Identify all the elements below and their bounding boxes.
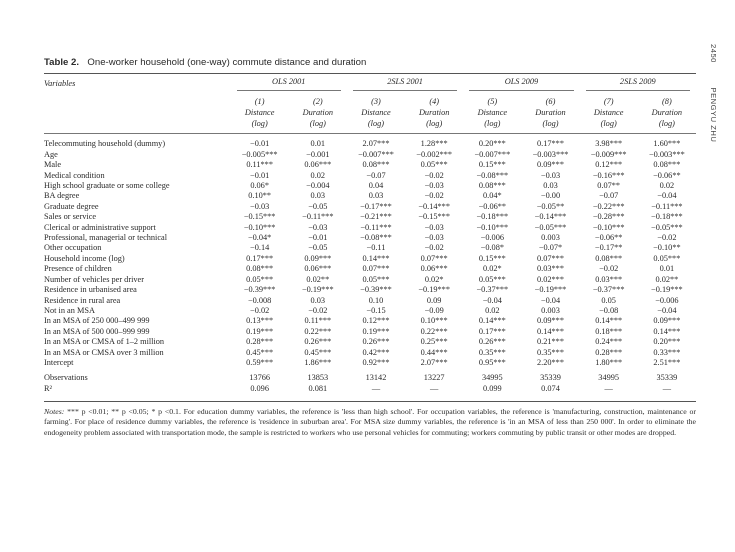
group-header: OLS 2001: [231, 74, 347, 93]
table-cell: 0.05***: [362, 274, 390, 284]
table-cell: −0.02: [424, 191, 444, 201]
table-cell: −0.02: [657, 233, 677, 243]
page-number: 2450: [709, 44, 718, 63]
table-cell: −0.08***: [360, 233, 392, 243]
table-cell: −0.06**: [653, 170, 681, 180]
table-cell: −0.02: [250, 305, 270, 315]
table-cell: 0.05***: [420, 160, 448, 170]
table-notes: [44, 407, 696, 438]
table-cell: 0.06***: [304, 264, 332, 274]
table-row: [44, 316, 696, 326]
table-cell: 0.45***: [304, 347, 332, 357]
table-cell: 13853: [307, 373, 329, 383]
table-cell: 0.33***: [653, 347, 681, 357]
table-cell: 0.17***: [246, 253, 274, 263]
table-cell: −0.007***: [358, 149, 394, 159]
table-cell: 3.98***: [595, 139, 623, 149]
row-label: Household income (log): [44, 253, 125, 263]
table-cell: 0.28***: [595, 347, 623, 357]
author-name: PENGYU ZHU: [709, 87, 718, 143]
row-label: In an MSA of 500 000–999 999: [44, 326, 150, 336]
table-cell: −0.06**: [594, 233, 623, 243]
table-row: [44, 243, 696, 253]
table-cell: 0.22***: [304, 326, 332, 336]
table-cell: 0.11***: [246, 160, 273, 170]
table-cell: −0.01: [250, 139, 270, 149]
table-cell: 0.09***: [537, 316, 564, 326]
table-cell: −0.03: [424, 222, 444, 232]
row-label: Not in an MSA: [44, 305, 95, 315]
table-cell: −0.03: [424, 181, 444, 191]
table-cell: −0.002***: [416, 149, 453, 159]
table-cell: 0.08***: [246, 264, 274, 274]
row-label: BA degree: [44, 191, 80, 201]
column-header: (4) Duration (log): [418, 97, 450, 129]
table-cell: −0.10***: [476, 222, 509, 232]
table-cell: 0.02: [659, 181, 675, 191]
table-cell: 0.06***: [304, 160, 332, 170]
row-label: Age: [44, 149, 58, 159]
table-cell: −0.17***: [360, 201, 392, 211]
group-header: 2SLS 2001: [347, 74, 463, 93]
row-label: High school graduate or some college: [44, 181, 170, 191]
table-cell: 0.081: [308, 383, 328, 393]
table-cell: −0.11***: [302, 212, 334, 222]
table-cell: 1.86***: [304, 357, 332, 367]
table-row: [44, 348, 696, 358]
table-cell: 34995: [598, 373, 620, 383]
table-cell: −0.02: [308, 305, 328, 315]
table-cell: −0.01: [308, 233, 328, 243]
table-cell: 0.42***: [362, 347, 390, 357]
table-cell: −0.16***: [592, 170, 625, 180]
table-cell: —: [430, 383, 439, 393]
column-header: (1) Distance (log): [244, 97, 275, 129]
table-cell: 0.15***: [478, 160, 506, 170]
table-body: [44, 134, 696, 368]
table-cell: −0.05***: [534, 222, 567, 232]
table-cell: −0.006: [480, 233, 505, 243]
table-cell: 0.074: [541, 383, 560, 393]
table-cell: 0.08***: [478, 181, 506, 191]
table-cell: 0.10**: [248, 191, 272, 201]
table-cell: −0.04: [657, 305, 677, 315]
row-label: R²: [44, 383, 53, 393]
table-cell: −0.19***: [651, 285, 683, 295]
table-cell: −0.04: [657, 191, 677, 201]
table-cell: 0.19***: [362, 326, 390, 336]
table-cell: 0.25***: [420, 337, 448, 347]
table-cell: 0.14***: [653, 326, 681, 336]
row-label: In an MSA or CMSA over 3 million: [44, 347, 164, 357]
table-cell: −0.03: [308, 222, 328, 232]
column-header: (8) Duration (log): [651, 97, 683, 129]
table-cell: 2.07***: [362, 139, 390, 149]
table-cell: −0.15***: [243, 212, 276, 222]
table-cell: −0.37***: [476, 285, 509, 295]
table-cell: —: [604, 383, 613, 393]
table-cell: −0.08*: [480, 243, 505, 253]
table-cell: 0.02: [485, 305, 500, 315]
table-cell: 0.03: [543, 181, 558, 191]
row-label: Professional, managerial or technical: [44, 233, 168, 243]
running-header: [709, 44, 718, 142]
table-cell: 0.26***: [478, 337, 506, 347]
table-cell: −0.02: [599, 264, 619, 274]
table-cell: 0.08***: [595, 253, 623, 263]
table-cell: 0.10: [368, 295, 384, 305]
table-cell: 0.09***: [653, 316, 681, 326]
table-cell: −0.10**: [653, 243, 681, 253]
table-cell: 0.07**: [597, 181, 621, 191]
table-cell: 0.05: [601, 295, 616, 305]
table-caption: [44, 57, 696, 68]
table-cell: 0.099: [483, 383, 502, 393]
table-cell: −0.009***: [590, 149, 627, 159]
table-cell: −0.15***: [418, 212, 450, 222]
table-cell: −0.02: [424, 243, 444, 253]
table-row: [44, 254, 696, 264]
row-label: Clerical or administrative support: [44, 222, 156, 232]
table-row: [44, 160, 696, 170]
regression-table: [44, 74, 696, 399]
table-cell: 0.03: [310, 191, 326, 201]
table-cell: −0.006: [655, 295, 679, 305]
table-cell: −0.09: [424, 305, 444, 315]
table-cell: 0.26***: [304, 337, 332, 347]
table-cell: −0.05: [308, 243, 328, 253]
row-label: Intercept: [44, 357, 74, 367]
table-cell: 0.13***: [246, 316, 274, 326]
table-cell: 0.03***: [537, 264, 564, 274]
table-cell: 0.12***: [362, 316, 390, 326]
table-cell: 2.20***: [537, 357, 564, 367]
table-cell: 0.92***: [362, 357, 390, 367]
table-cell: 0.20***: [653, 337, 681, 347]
table-cell: 0.14***: [537, 326, 564, 336]
table-cell: 2.51***: [653, 357, 681, 367]
table-cell: −0.21***: [360, 212, 392, 222]
table-cell: 0.26***: [362, 337, 390, 347]
bottom-rule: [44, 401, 696, 402]
variables-header: Variables: [44, 79, 76, 88]
row-label: Sales or service: [44, 212, 97, 222]
table-row: [44, 223, 696, 233]
table-cell: −0.37***: [592, 285, 625, 295]
table-cell: —: [371, 383, 381, 393]
table-row: [44, 181, 696, 191]
table-cell: 0.03: [368, 191, 384, 201]
table-cell: 0.03: [310, 295, 326, 305]
table-cell: 0.14***: [595, 316, 623, 326]
table-page: [44, 57, 696, 438]
table-cell: −0.004: [306, 181, 330, 191]
table-cell: −0.07: [366, 170, 386, 180]
table-cell: 0.04*: [483, 191, 502, 201]
row-label: In an MSA or CMSA of 1–2 million: [44, 337, 165, 347]
table-cell: −0.19***: [418, 285, 450, 295]
stat-row: [44, 384, 696, 399]
table-cell: −0.14***: [418, 201, 450, 211]
row-label: Male: [44, 160, 62, 170]
column-header: (5) Distance (log): [477, 97, 508, 129]
table-cell: 0.02**: [306, 274, 330, 284]
row-label: In an MSA of 250 000–499 999: [44, 316, 150, 326]
table-cell: 0.20***: [478, 139, 506, 149]
table-cell: −0.07*: [538, 243, 563, 253]
table-cell: —: [662, 383, 672, 393]
table-cell: 0.12***: [595, 160, 623, 170]
table-cell: 0.09***: [304, 253, 332, 263]
table-cell: 0.02**: [655, 274, 679, 284]
table-cell: 0.07***: [537, 253, 564, 263]
table-cell: −0.08: [599, 305, 619, 315]
row-label: Observations: [44, 373, 88, 383]
table-cell: 0.15***: [478, 253, 506, 263]
table-row: [44, 150, 696, 160]
table-cell: 0.18***: [595, 326, 623, 336]
table-cell: −0.22***: [592, 201, 625, 211]
table-cell: 0.59***: [246, 357, 274, 367]
table-cell: 0.19***: [246, 326, 274, 336]
table-cell: −0.06**: [478, 201, 507, 211]
table-cell: 0.17***: [537, 139, 564, 149]
table-cell: 0.10***: [420, 316, 448, 326]
table-cell: 0.44***: [420, 347, 448, 357]
table-cell: −0.18***: [651, 212, 683, 222]
table-cell: 0.07***: [362, 264, 390, 274]
table-cell: 0.01: [659, 264, 675, 274]
column-header: (2) Duration (log): [302, 97, 334, 129]
table-cell: 13766: [249, 373, 271, 383]
table-cell: 0.17***: [478, 326, 506, 336]
row-label: Other occupation: [44, 243, 102, 253]
table-cell: 0.02***: [537, 274, 564, 284]
table-cell: 0.02: [310, 170, 326, 180]
table-cell: −0.19***: [301, 285, 334, 295]
table-cell: 0.95***: [478, 357, 506, 367]
table-cell: −0.008: [247, 295, 272, 305]
table-cell: 0.14***: [362, 253, 390, 263]
notes-text: *** p <0.01; ** p <0.05; * p <0.1. For education dummy variables, the reference is 'less than high school'. For occupation variables, the reference is 'manufacturing, construction, maintenance or farming'. For place of residence dummy variables, the reference is 'residence in suburban area'. For MSA size dummy variables, the reference is 'in an MSA of less than 250 000'. In order to eliminate the endogeneity problem associated with transportation mode, the sample is restricted to workers who use personal vehicles for commuting; workers commuting by public transit or other modes are dropped.: [44, 407, 696, 437]
table-cell: −0.005***: [241, 149, 278, 159]
group-header: 2SLS 2009: [580, 74, 696, 93]
table-cell: −0.05: [308, 201, 328, 211]
row-label: Graduate degree: [44, 201, 99, 211]
table-cell: 2.07***: [420, 357, 448, 367]
table-cell: 0.05***: [653, 253, 681, 263]
table-cell: 0.04: [368, 181, 384, 191]
table-cell: −0.11: [366, 243, 386, 253]
row-label: Medical condition: [44, 170, 105, 180]
table-row: [44, 233, 696, 243]
table-stats: [44, 368, 696, 399]
table-cell: −0.007***: [474, 149, 511, 159]
table-cell: −0.11***: [360, 222, 392, 232]
table-cell: −0.003***: [648, 149, 685, 159]
table-cell: −0.04: [540, 295, 561, 305]
table-cell: −0.14: [250, 243, 270, 253]
table-cell: 0.02*: [483, 264, 502, 274]
table-cell: 0.24***: [595, 337, 623, 347]
table-cell: 35339: [656, 373, 678, 383]
table-cell: 0.05***: [478, 274, 506, 284]
row-label: Residence in rural area: [44, 295, 121, 305]
table-cell: 0.06*: [250, 181, 269, 191]
table-cell: 0.08***: [362, 160, 390, 170]
table-cell: 0.45***: [246, 347, 274, 357]
table-cell: −0.19***: [534, 285, 567, 295]
table-row: [44, 327, 696, 337]
table-cell: 0.02*: [424, 274, 444, 284]
table-row: [44, 202, 696, 212]
table-cell: −0.02: [424, 170, 444, 180]
table-row: [44, 191, 696, 201]
table-cell: −0.003***: [532, 149, 569, 159]
table-cell: −0.03: [424, 233, 444, 243]
group-header: OLS 2009: [463, 74, 579, 93]
table-cell: −0.01: [250, 170, 270, 180]
column-header: (7) Distance (log): [593, 97, 624, 129]
table-cell: −0.18***: [476, 212, 509, 222]
table-row: [44, 337, 696, 347]
table-cell: 34995: [481, 373, 503, 383]
table-cell: −0.03: [540, 170, 561, 180]
table-cell: −0.05**: [536, 201, 565, 211]
table-row: [44, 306, 696, 316]
table-cell: 0.08***: [653, 160, 681, 170]
table-cell: 0.09***: [537, 160, 564, 170]
table-cell: −0.39***: [360, 285, 392, 295]
table-cell: 0.01: [310, 139, 326, 149]
table-row: [44, 285, 696, 295]
notes-label: Notes:: [44, 407, 65, 417]
table-cell: 13142: [365, 373, 387, 383]
table-title: One-worker household (one-way) commute distance and duration: [87, 57, 367, 68]
table-cell: 0.21***: [537, 337, 564, 347]
table-cell: −0.10***: [243, 222, 276, 232]
table-cell: 0.096: [250, 383, 269, 393]
table-cell: 0.14***: [478, 316, 506, 326]
table-cell: 0.22***: [420, 326, 448, 336]
row-label: Telecommuting household (dummy): [44, 139, 166, 149]
row-label: Residence in urbanised area: [44, 285, 137, 295]
table-cell: −0.04: [482, 295, 502, 305]
column-header: (3) Distance (log): [361, 97, 391, 129]
table-cell: −0.00: [540, 191, 561, 201]
table-cell: −0.001: [306, 149, 330, 159]
column-header-row: [44, 93, 696, 133]
table-cell: −0.11***: [651, 201, 683, 211]
table-cell: 0.28***: [246, 337, 274, 347]
table-row: [44, 296, 696, 306]
table-cell: 35339: [540, 373, 561, 383]
table-cell: −0.05***: [651, 222, 683, 232]
table-cell: 0.07***: [420, 253, 448, 263]
table-cell: 0.003: [541, 233, 560, 243]
column-header: (6) Duration (log): [535, 97, 566, 129]
table-cell: −0.10***: [592, 222, 625, 232]
table-cell: −0.07: [599, 191, 619, 201]
table-cell: −0.08***: [476, 170, 509, 180]
table-cell: 0.05***: [246, 274, 274, 284]
table-label: Table 2.: [44, 57, 80, 68]
table-cell: 0.03***: [595, 274, 623, 284]
table-cell: −0.03: [250, 201, 270, 211]
table-cell: 0.11***: [304, 316, 332, 326]
stat-row: [44, 368, 696, 383]
table-cell: −0.04*: [247, 233, 272, 243]
table-row: [44, 212, 696, 222]
table-cell: −0.15: [366, 305, 386, 315]
table-cell: −0.14***: [534, 212, 567, 222]
table-cell: 1.28***: [420, 139, 448, 149]
table-row: [44, 275, 696, 285]
table-cell: 0.06***: [420, 264, 448, 274]
table-cell: 0.003: [541, 305, 560, 315]
table-row: [44, 134, 696, 149]
row-label: Number of vehicles per driver: [44, 274, 144, 284]
table-cell: −0.17**: [594, 243, 623, 253]
table-cell: 1.80***: [595, 357, 623, 367]
table-row: [44, 171, 696, 181]
table-cell: −0.39***: [243, 285, 276, 295]
table-cell: 0.35***: [478, 347, 506, 357]
table-cell: 13227: [423, 373, 445, 383]
table-cell: 0.35***: [537, 347, 564, 357]
table-row: [44, 264, 696, 274]
group-header-row: [44, 74, 696, 93]
row-label: Presence of children: [44, 264, 112, 274]
table-cell: −0.28***: [592, 212, 625, 222]
table-row: [44, 358, 696, 368]
table-cell: 0.09: [426, 295, 442, 305]
table-cell: 1.60***: [653, 139, 681, 149]
